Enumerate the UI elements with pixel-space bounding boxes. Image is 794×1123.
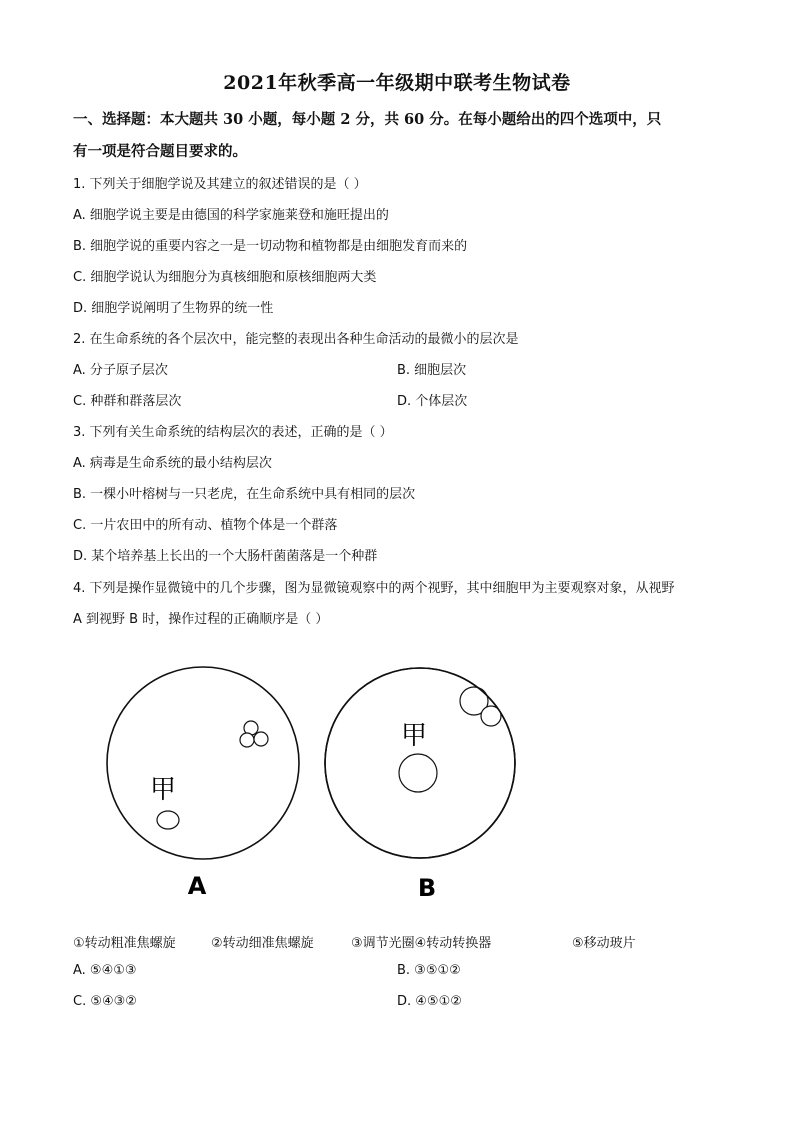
q4-option-d: D. ④⑤①② [397,994,462,1009]
section-heading-line1: 一、选择题：本大题共 30 小题，每小题 2 分，共 60 分。在每小题给出的四个选项中，只 [73,111,662,128]
q4-option-b: B. ③⑤①② [397,963,461,978]
q1-option-c: C. 细胞学说认为细胞分为真核细胞和原核细胞两大类 [73,270,377,285]
q2-option-a: A. 分子原子层次 [73,363,168,378]
page-title: 2021年秋季高一年级期中联考生物试卷 [223,72,571,94]
view-a-cell-jia [157,811,179,829]
q4-stem-line1: 4. 下列是操作显微镜中的几个步骤，图为显微镜观察中的两个视野，其中细胞甲为主要观察对象，从视野 [73,581,675,596]
q1-option-a: A. 细胞学说主要是由德国的科学家施莱登和施旺提出的 [73,208,389,223]
q2-option-c: C. 种群和群落层次 [73,394,182,409]
view-b [325,668,515,902]
q1-option-d: D. 细胞学说阐明了生物界的统一性 [73,301,274,316]
q2-option-b: B. 细胞层次 [397,363,467,378]
q3-option-c: C. 一片农田中的所有动、植物个体是一个群落 [73,518,338,533]
view-b-cell-jia [399,754,437,792]
view-a-cell-label: 甲 [149,775,177,805]
q3-option-d: D. 某个培养基上长出的一个大肠杆菌菌落是一个种群 [73,549,378,564]
q3-option-b: B. 一棵小叶榕树与一只老虎，在生命系统中具有相同的层次 [73,487,416,502]
q4-step-3-4: ③调节光圈④转动转换器 [351,936,492,951]
view-a-small-cell [254,732,268,746]
q4-option-a: A. ⑤④①③ [73,963,137,978]
section-heading-line2: 有一项是符合题目要求的。 [73,143,247,160]
q4-step-1: ①转动粗准焦螺旋 [73,936,176,951]
q4-step-2: ②转动细准焦螺旋 [211,936,314,951]
q1-stem: 1. 下列关于细胞学说及其建立的叙述错误的是（ ） [73,177,367,192]
view-a-field-circle [107,667,299,859]
view-b-label: B [417,874,437,902]
q4-stem-line2: A 到视野 B 时，操作过程的正确顺序是（ ） [73,612,329,627]
microscope-views-figure [0,650,794,910]
q4-step-5: ⑤移动玻片 [572,936,636,951]
view-a-small-cell [240,733,254,747]
q2-option-d: D. 个体层次 [397,394,468,409]
view-a [107,667,299,900]
view-a-label: A [187,872,207,900]
q4-option-c: C. ⑤④③② [73,994,137,1009]
view-b-cell-label: 甲 [400,721,428,751]
q3-option-a: A. 病毒是生命系统的最小结构层次 [73,456,272,471]
q1-option-b: B. 细胞学说的重要内容之一是一切动物和植物都是由细胞发育而来的 [73,239,468,254]
q2-stem: 2. 在生命系统的各个层次中，能完整的表现出各种生命活动的最微小的层次是 [73,332,519,347]
q3-stem: 3. 下列有关生命系统的结构层次的表述，正确的是（ ） [73,425,393,440]
